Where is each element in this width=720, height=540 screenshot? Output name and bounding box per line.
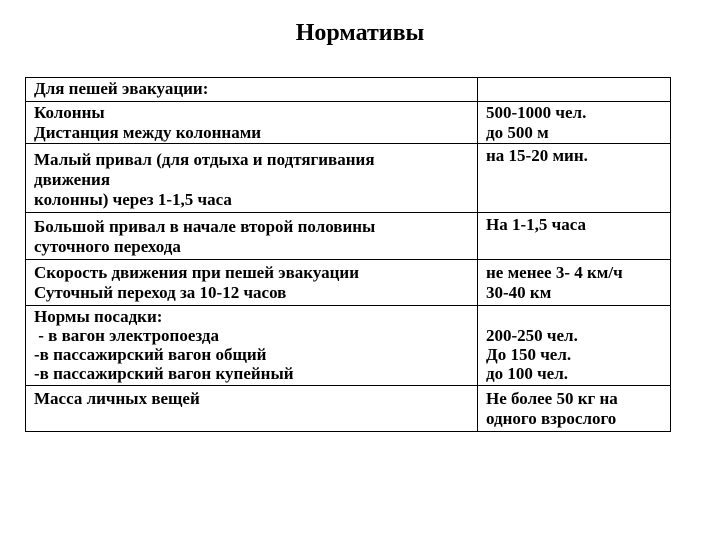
cell-text: Колонны (34, 103, 105, 122)
row-label-cell (26, 260, 478, 306)
table-row (26, 144, 671, 213)
cell-text: на 15-20 мин. (486, 146, 588, 165)
row-label-cell (26, 102, 478, 144)
cell-text: Суточный переход за 10-12 часов (34, 283, 287, 302)
cell-text: до 500 м (486, 123, 549, 142)
cell-text: До 150 чел. (486, 345, 572, 364)
cell-text: На 1-1,5 часа (486, 215, 586, 234)
row-label-cell (26, 386, 478, 432)
row-label-cell (26, 78, 478, 102)
cell-text: не менее 3- 4 км/ч (486, 263, 623, 282)
table-row (26, 78, 671, 102)
row-label-cell (26, 213, 478, 260)
row-value-cell (478, 260, 671, 306)
cell-text: - в вагон электропоезда (34, 326, 220, 345)
cell-text: суточного перехода (34, 237, 181, 256)
cell-text: 500-1000 чел. (486, 103, 587, 122)
cell-text: Для пешей эвакуации: (34, 79, 209, 98)
page-title: Нормативы (295, 20, 425, 46)
cell-text: Нормы посадки: (34, 307, 163, 326)
cell-text (486, 307, 662, 326)
row-value-cell (478, 306, 671, 386)
cell-text: Дистанция между колоннами (34, 123, 262, 142)
table-row (26, 306, 671, 386)
row-value-cell (478, 213, 671, 260)
row-value-cell (478, 386, 671, 432)
cell-text: 200-250 чел. (486, 326, 578, 345)
row-label-cell (26, 144, 478, 213)
table-row (26, 213, 671, 260)
cell-text: -в пассажирский вагон общий (34, 345, 267, 364)
cell-text: Не более 50 кг на (486, 389, 618, 408)
table-row (26, 386, 671, 432)
row-value-cell (478, 144, 671, 213)
cell-text: колонны) через 1-1,5 часа (34, 190, 232, 209)
cell-text: Скорость движения при пешей эвакуации (34, 263, 360, 282)
row-value-cell (478, 78, 671, 102)
cell-text: Масса личных вещей (34, 389, 200, 408)
cell-text: Большой привал в начале второй половины (34, 217, 376, 236)
cell-text: 30-40 км (486, 283, 552, 302)
cell-text: Малый привал (для отдыха и подтягивания (34, 150, 375, 169)
cell-text: движения (34, 170, 111, 189)
table-row (26, 260, 671, 306)
norms-table (25, 77, 671, 432)
cell-text: одного взрослого (486, 409, 617, 428)
row-value-cell (478, 102, 671, 144)
cell-text: -в пассажирский вагон купейный (34, 364, 294, 383)
row-label-cell (26, 306, 478, 386)
table-row (26, 102, 671, 144)
cell-text: до 100 чел. (486, 364, 569, 383)
